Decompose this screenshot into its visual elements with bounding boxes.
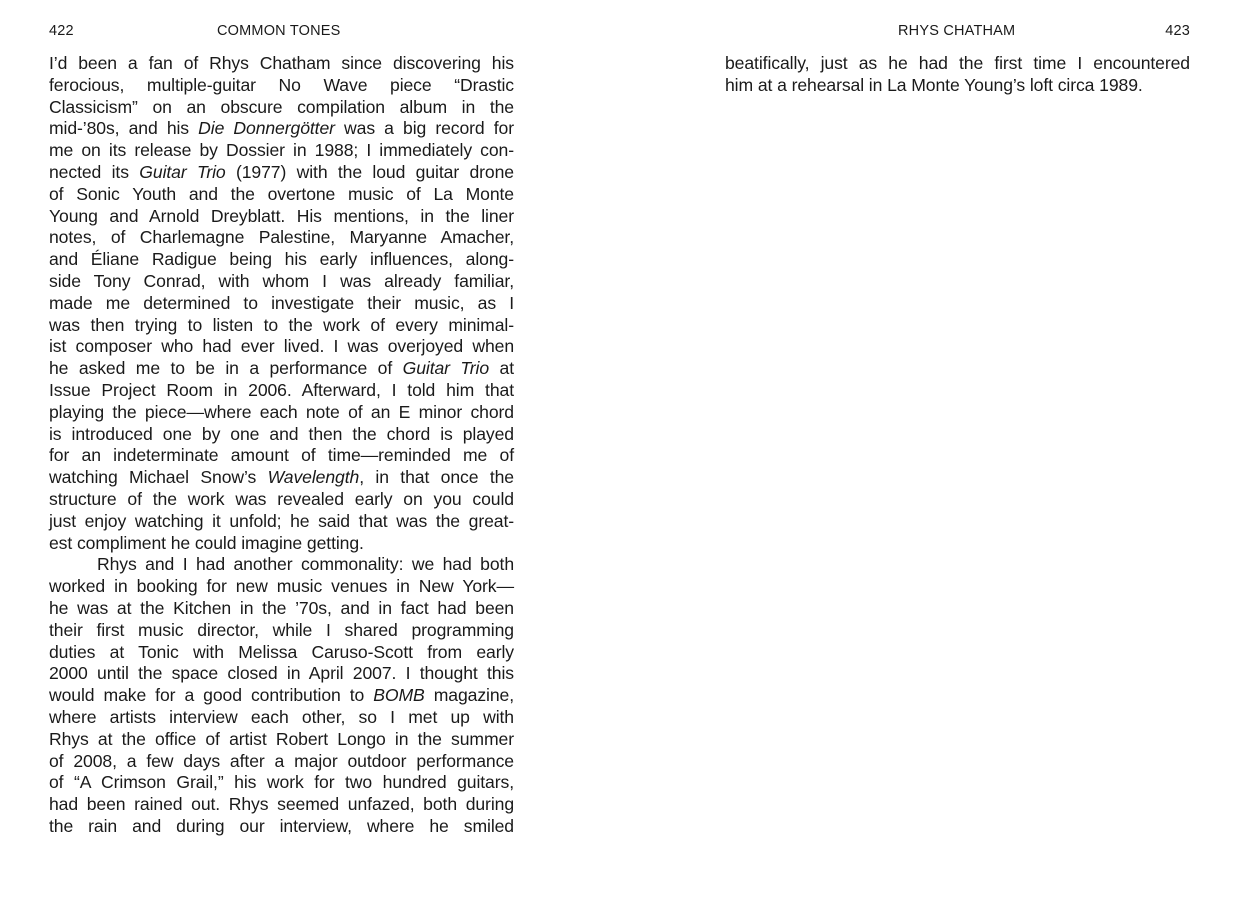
page-number: 423 (1165, 23, 1190, 39)
text-line: beatifically, just as he had the first time I encountered (725, 53, 1190, 73)
left-page (49, 0, 514, 912)
running-title: RHYS CHATHAM (898, 23, 1016, 39)
text-line: duties at Tonic with Melissa Caruso-Scott from early (49, 641, 514, 662)
text-line: I’d been a fan of Rhys Chatham since discovering his (49, 53, 514, 73)
text-line: Classicism” on an obscure compilation album in the (49, 96, 514, 117)
text-line: notes, of Charlemagne Palestine, Maryanne Amacher, (49, 227, 514, 248)
text-line: of Sonic Youth and the overtone music of La Monte (49, 183, 514, 204)
running-title: COMMON TONES (217, 23, 341, 39)
text-line: made me determined to investigate their music, as I (49, 292, 514, 313)
text-line: mid-’80s, and his Die Donnergötter was a big record for (49, 118, 514, 139)
text-line: structure of the work was revealed early on you could (49, 488, 514, 509)
right-page-body-text (725, 53, 1190, 97)
text-line: ist composer who had ever lived. I was overjoyed when (49, 336, 514, 357)
text-line: he asked me to be in a performance of Guitar Trio at (49, 358, 514, 379)
text-line: worked in booking for new music venues in New York— (49, 576, 514, 597)
text-line: and Éliane Radigue being his early influences, along- (49, 249, 514, 270)
text-line: me on its release by Dossier in 1988; I immediately con- (49, 140, 514, 161)
text-line: had been rained out. Rhys seemed unfazed, both during (49, 794, 514, 815)
page-number: 422 (49, 23, 74, 39)
italic-title: Wavelength (267, 467, 360, 488)
italic-title: Guitar Trio (139, 161, 226, 182)
text-line: of “A Crimson Grail,” his work for two hundred guitars, (49, 772, 514, 793)
right-page (725, 0, 1190, 912)
text-line: ferocious, multiple-guitar No Wave piece “Drastic (49, 74, 514, 95)
text-line: the rain and during our interview, where he smiled (49, 815, 514, 836)
text-line: would make for a good contribution to BOMB magazine, (49, 685, 515, 706)
left-page-body-text (49, 53, 514, 838)
text-line: him at a rehearsal in La Monte Young’s loft circa 1989. (725, 74, 1143, 95)
text-line: 2000 until the space closed in April 2007. I thought this (49, 663, 514, 684)
text-line: was then trying to listen to the work of every minimal- (49, 314, 514, 335)
text-line: for an indeterminate amount of time—reminded me of (49, 445, 514, 466)
text-line: just enjoy watching it unfold; he said that was the great- (49, 510, 514, 531)
italic-title: Guitar Trio (402, 358, 490, 379)
text-line: of 2008, a few days after a major outdoor performance (49, 750, 514, 771)
text-line: where artists interview each other, so I met up with (49, 706, 514, 727)
right-page-header (725, 21, 1190, 41)
text-line: Rhys and I had another commonality: we had both (97, 554, 514, 575)
italic-title: Die Donnergötter (198, 118, 335, 139)
text-line: he was at the Kitchen in the ’70s, and in fact had been (49, 597, 514, 618)
text-line: nected its Guitar Trio (1977) with the loud guitar drone (49, 161, 514, 182)
text-line: side Tony Conrad, with whom I was already familiar, (49, 270, 514, 291)
text-line: Rhys at the office of artist Robert Longo in the summer (49, 728, 514, 749)
text-line: their first music director, while I shared programming (49, 619, 514, 640)
text-line: playing the piece—where each note of an E minor chord (49, 401, 514, 422)
left-page-header (49, 21, 514, 41)
italic-title: BOMB (373, 685, 425, 706)
text-line: Issue Project Room in 2006. Afterward, I told him that (49, 379, 514, 400)
text-line: Young and Arnold Dreyblatt. His mentions, in the liner (49, 205, 514, 226)
text-line: is introduced one by one and then the chord is played (49, 423, 514, 444)
text-line: watching Michael Snow’s Wavelength, in that once the (49, 467, 514, 488)
text-line: est compliment he could imagine getting. (49, 532, 364, 553)
